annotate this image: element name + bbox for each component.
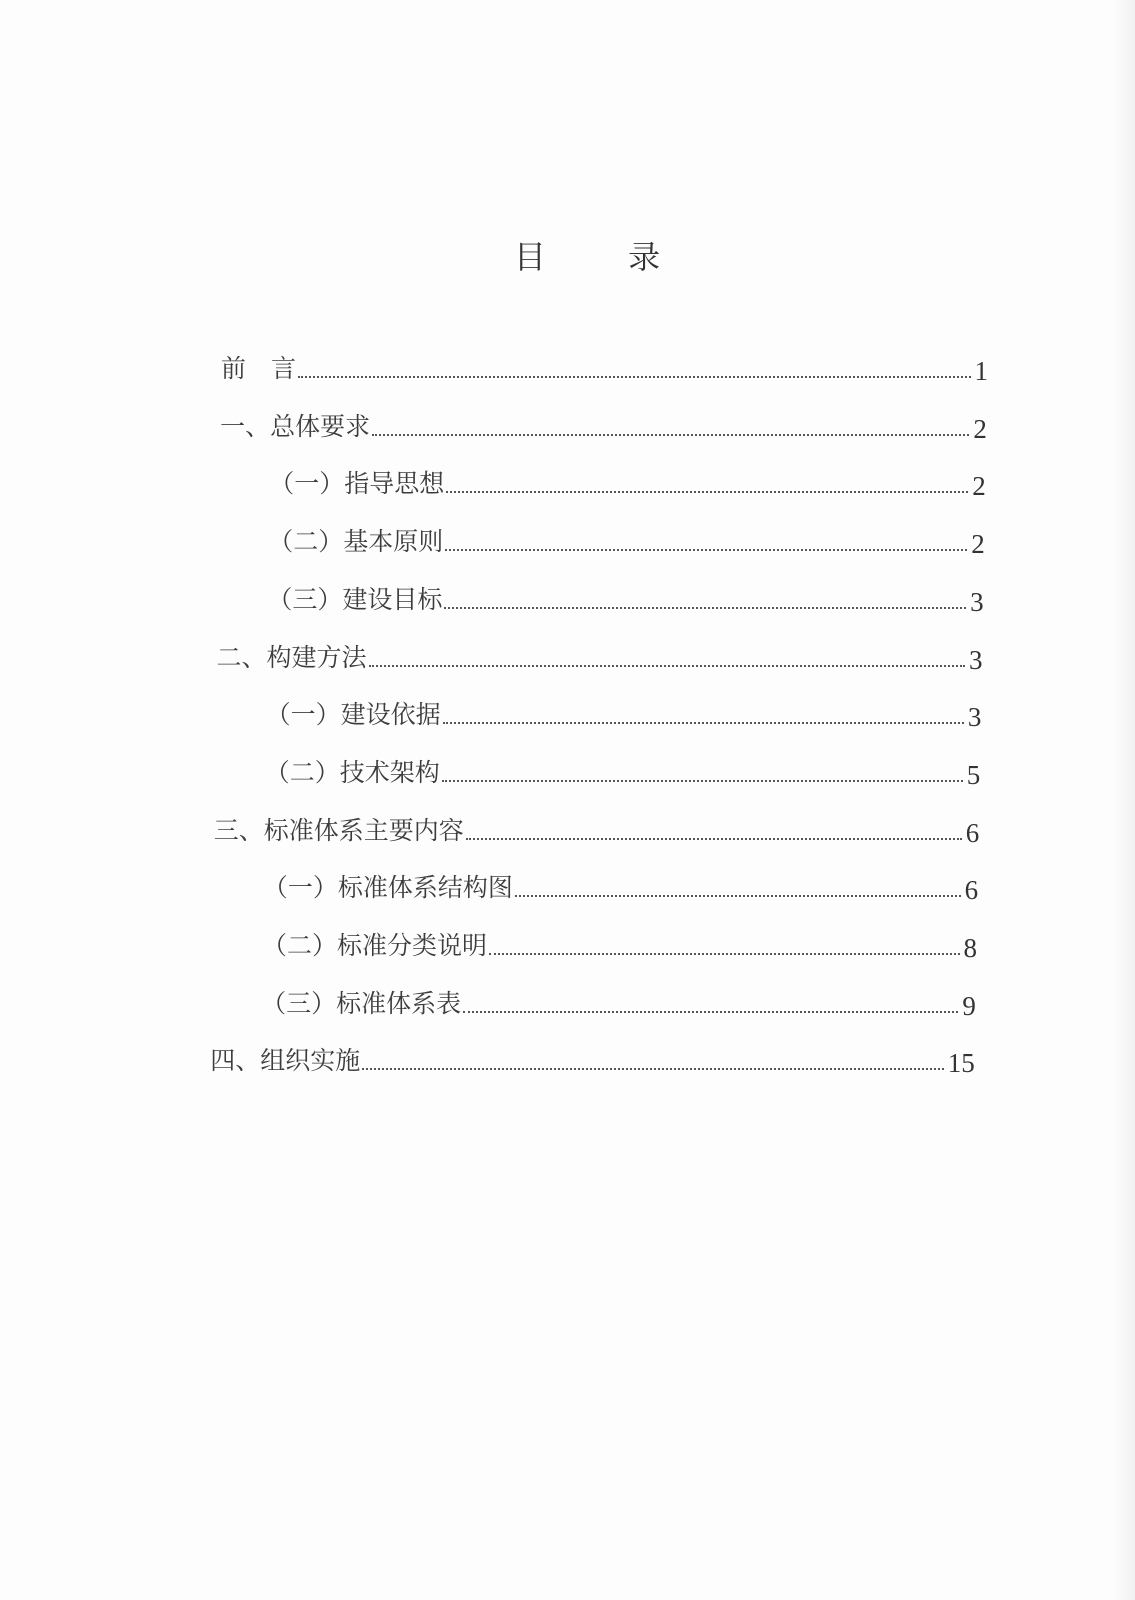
- dot-leader: [442, 780, 963, 782]
- toc-entry[interactable]: [220, 403, 987, 443]
- page-title: 目 录: [513, 238, 697, 276]
- toc-entry-page: 3: [967, 702, 982, 733]
- dot-leader: [372, 434, 969, 436]
- dot-leader: [515, 895, 961, 897]
- toc-entry[interactable]: [262, 922, 977, 962]
- toc-entry-label: 三、标准体系主要内容: [213, 815, 464, 845]
- toc-entry-label: （二）技术架构: [264, 757, 440, 787]
- toc-entry-page: 2: [973, 413, 987, 444]
- toc-entry-page: 8: [963, 933, 977, 963]
- dot-leader: [298, 376, 970, 378]
- toc-entry[interactable]: [217, 634, 983, 674]
- toc-entry-label: （三）标准体系表: [261, 988, 462, 1018]
- toc-entry[interactable]: [267, 576, 983, 616]
- toc-entry[interactable]: [210, 1037, 975, 1077]
- dot-leader: [466, 838, 962, 840]
- dot-leader: [443, 722, 964, 724]
- toc-entry-label: （三）建设目标: [267, 584, 443, 614]
- toc-entry-label: （二）基本原则: [268, 527, 444, 557]
- toc-entry-page: 3: [969, 644, 983, 675]
- toc-entry[interactable]: [214, 807, 979, 847]
- toc-entry-label: 二、构建方法: [216, 642, 367, 672]
- toc-entry-label: （二）标准分类说明: [262, 931, 488, 960]
- toc-entry[interactable]: [263, 864, 978, 904]
- toc-entry[interactable]: [221, 345, 988, 385]
- toc-entry-page: 9: [962, 990, 976, 1021]
- toc-entry[interactable]: [261, 980, 976, 1020]
- toc-entry-label: 前 言: [221, 354, 297, 383]
- toc-entry-page: 6: [965, 817, 980, 848]
- dot-leader: [369, 665, 965, 667]
- toc-entry-label: 一、总体要求: [220, 411, 371, 441]
- dot-leader: [489, 953, 959, 955]
- dot-leader: [446, 491, 968, 493]
- dot-leader: [445, 549, 967, 551]
- toc-entry[interactable]: [268, 518, 984, 558]
- toc-entry[interactable]: [266, 691, 982, 731]
- toc-entry-page: 1: [974, 356, 988, 386]
- dot-leader: [362, 1068, 944, 1070]
- toc-entry[interactable]: [265, 749, 981, 789]
- toc-entry[interactable]: [269, 460, 986, 500]
- toc-entry-page: 2: [971, 529, 985, 560]
- toc-entry-page: 3: [970, 586, 984, 617]
- toc-entry-label: （一）建设依据: [265, 700, 441, 730]
- toc-entry-label: （一）指导思想: [269, 469, 445, 499]
- toc-entry-page: 6: [964, 875, 979, 906]
- toc-entry-page: 2: [972, 471, 986, 502]
- toc-entry-page: 5: [966, 759, 981, 790]
- dot-leader: [463, 1011, 958, 1013]
- toc-entry-label: 四、组织实施: [210, 1046, 361, 1076]
- toc-entry-page: 15: [947, 1048, 975, 1079]
- toc-entry-label: （一）标准体系结构图: [262, 873, 513, 903]
- dot-leader: [444, 607, 966, 609]
